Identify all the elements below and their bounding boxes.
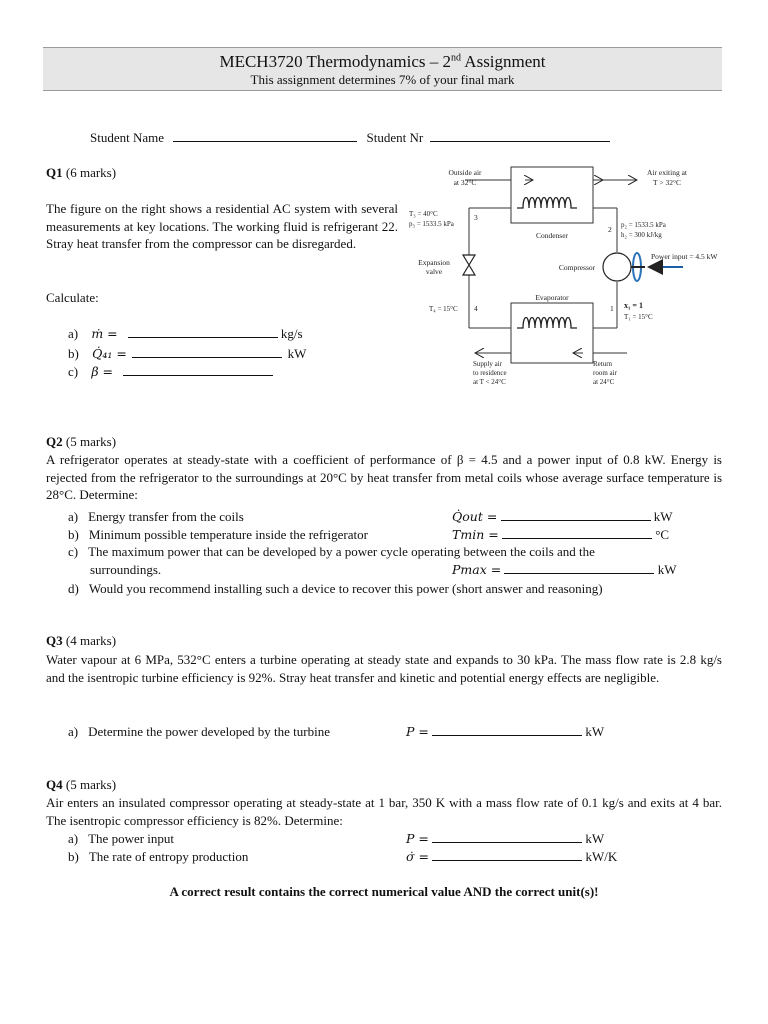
fig-expansion-1: Expansion <box>418 258 450 267</box>
q4-item-a: a) The power input <box>68 831 175 846</box>
fig-supply-3: at T < 24°C <box>473 378 506 386</box>
fig-power-input: Power input = 4.5 kW <box>651 252 718 261</box>
student-name-field[interactable] <box>173 129 357 142</box>
fig-outside-air: Outside air <box>448 168 482 177</box>
fig-return-1: Return <box>593 360 613 368</box>
ac-system-diagram <box>405 160 730 390</box>
q2-answer-row-a: Q̇out = kW <box>452 509 673 524</box>
fig-expansion-2: valve <box>425 267 443 276</box>
student-nr-field[interactable] <box>430 129 610 142</box>
fig-p2: p₂ = 1533.5 kPa <box>621 221 666 229</box>
page-title: MECH3720 Thermodynamics – 2nd Assignment <box>219 52 546 71</box>
fig-p3: p₃ = 1533.5 kPa <box>409 220 454 228</box>
q3-text: Water vapour at 6 MPa, 532°C enters a turbine operating at steady state and expands to 30 kPa. The mass flow rate is 2.8 kg/s and the isentropic turbine efficiency is 92%. Stray heat transfer and kinetic and potential energy effects are negligible. <box>46 652 722 685</box>
student-name-label: Student Name <box>90 130 165 145</box>
q2-answer-row-c: Pmax = kW <box>452 562 677 577</box>
q4-answer-b[interactable] <box>432 848 582 861</box>
q4-item-b: b) The rate of entropy production <box>68 849 249 864</box>
evaporator-box <box>511 303 593 363</box>
q4-answer-row-a: P = kW <box>406 831 605 846</box>
fig-n1: 1 <box>610 304 614 313</box>
assignment-header <box>43 47 722 91</box>
fig-n2: 2 <box>608 225 612 234</box>
evaporator-coil <box>517 318 577 329</box>
q3-heading: Q3 (4 marks) <box>46 633 117 648</box>
q2-text: A refrigerator operates at steady-state with a coefficient of performance of β = 4.5 and a power input of 0.8 kW. Energy is rejected from the refrigerator to the surroundings at 20°C by heat transfer from metal coils whose average surface temperature is 28°C. Determine: <box>46 452 722 502</box>
fig-return-3: at 24°C <box>593 378 615 386</box>
student-nr-label: Student Nr <box>366 130 424 145</box>
q1-item-c: c) β = <box>68 363 273 380</box>
fig-evaporator: Evaporator <box>535 293 569 302</box>
q4-text: Air enters an insulated compressor operating at steady-state at 1 bar, 350 K with a mass flow rate of 0.1 kg/s and exits at 4 bar. The isentropic compressor efficiency is 82%. Determine: <box>46 795 722 828</box>
q2-answer-a[interactable] <box>501 508 651 521</box>
q2-item-d: d) Would you recommend installing such a device to recover this power (short answer and reasoning) <box>68 581 603 596</box>
fig-t1: T₁ = 15°C <box>624 313 653 321</box>
fig-air-exiting-temp: T > 32°C <box>653 178 681 187</box>
fig-t4: T₄ = 15°C <box>429 305 458 313</box>
footer-note: A correct result contains the correct numerical value AND the correct unit(s)! <box>169 884 599 899</box>
q2-answer-row-b: Tmin = °C <box>452 527 670 542</box>
condenser-box <box>511 167 593 223</box>
fig-return-2: room air <box>593 369 617 377</box>
q1-item-a: a) ṁ = kg/s <box>68 326 303 341</box>
q1-answer-b[interactable] <box>132 345 282 358</box>
q2-answer-c[interactable] <box>504 561 654 574</box>
fig-supply-1: Supply air <box>473 360 502 368</box>
q1-heading: Q1 (6 marks) <box>46 165 117 180</box>
fig-n3: 3 <box>474 213 478 222</box>
q3-answer-a[interactable] <box>432 723 582 736</box>
compressor-icon <box>603 253 631 281</box>
condenser-coil <box>517 198 577 209</box>
q4-answer-row-b: σ̇ = kW/K <box>406 849 618 864</box>
expansion-valve-icon <box>463 255 475 275</box>
fig-condenser: Condenser <box>535 231 569 240</box>
fig-h2: h₂ = 300 kJ/kg <box>621 231 662 239</box>
q3-item-a: a) Determine the power developed by the turbine <box>68 724 330 739</box>
q1-answer-c[interactable] <box>123 363 273 376</box>
q2-answer-b[interactable] <box>502 526 652 539</box>
page-subtitle: This assignment determines 7% of your final mark <box>250 72 515 87</box>
q3-answer-row-a: P = kW <box>406 724 605 739</box>
q2-item-b: b) Minimum possible temperature inside the refrigerator <box>68 527 368 542</box>
fig-outside-air-temp: at 32°C <box>453 178 477 187</box>
student-info-row <box>90 129 610 146</box>
fig-supply-2: to residence <box>473 369 507 377</box>
fig-compressor: Compressor <box>558 263 596 272</box>
fig-x1: x₁ = 1 <box>624 301 643 310</box>
q1-item-b: b) Q̇₄₁ = kW <box>68 346 307 361</box>
fig-n4: 4 <box>474 304 478 313</box>
fig-t3: T₃ = 40°C <box>409 210 438 218</box>
q1-calculate: Calculate: <box>46 290 99 305</box>
q2-item-c: c) The maximum power that can be developed by a power cycle operating between the coils and the <box>68 544 595 559</box>
q2-item-a: a) Energy transfer from the coils <box>68 509 244 524</box>
q4-answer-a[interactable] <box>432 830 582 843</box>
fig-air-exiting: Air exiting at <box>647 168 687 177</box>
q1-text: The figure on the right shows a residential AC system with several measurements at key locations. The working fluid is refrigerant 22. Stray heat transfer from the compressor can be disregarded. <box>46 201 398 251</box>
q1-answer-a[interactable] <box>128 325 278 338</box>
q4-heading: Q4 (5 marks) <box>46 777 117 792</box>
q2-heading: Q2 (5 marks) <box>46 434 117 449</box>
q2-item-c-cont: surroundings. <box>90 562 162 577</box>
